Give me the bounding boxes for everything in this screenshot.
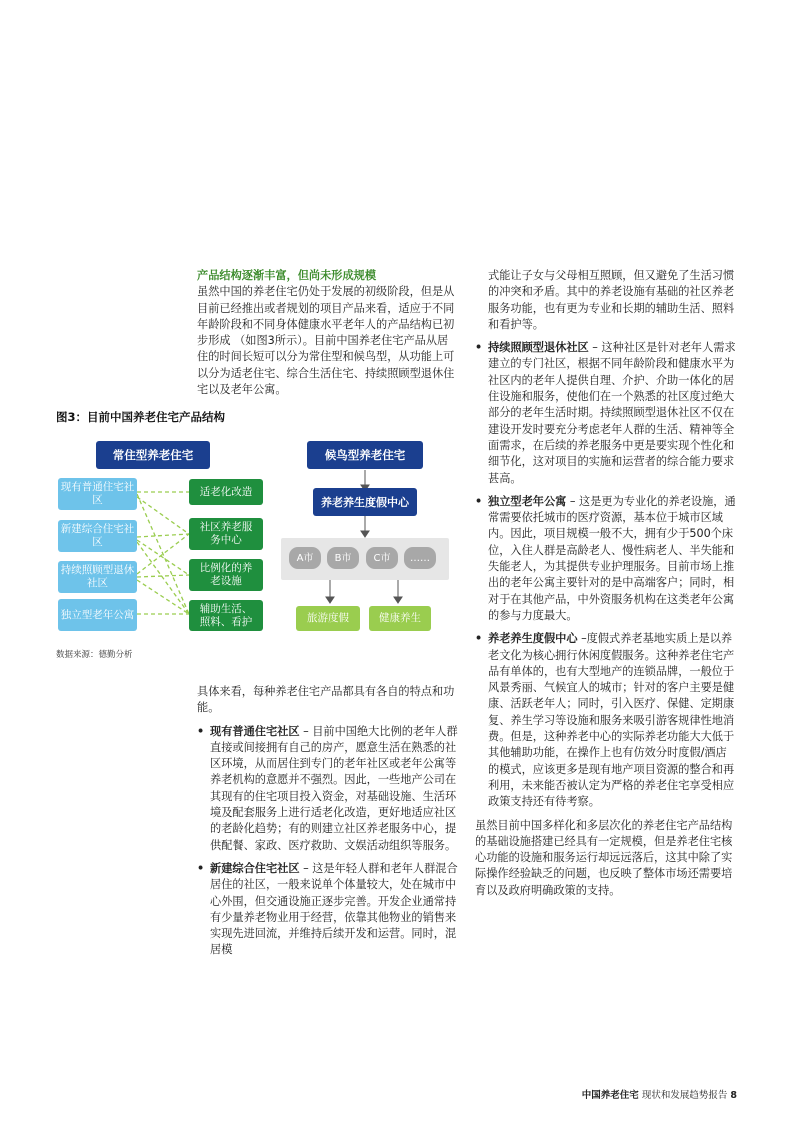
health-wellness-box: 健康养生 (369, 606, 431, 631)
senior-apartment-box: 独立型老年公寓 (58, 599, 137, 631)
figure-source: 数据来源：德勤分析 (56, 650, 133, 660)
city-more-pill: …… (404, 547, 436, 569)
migratory-type-header: 候鸟型养老住宅 (307, 441, 423, 469)
figure-title: 图3：目前中国养老住宅产品结构 (56, 410, 225, 424)
bullet-text: – 这是更为专业化的养老设施，通常需要依托城市的医疗资源，基本位于城市区域内。因此，项目规模一般不大，拥有少于500个床位，入住人群是高龄老人、慢性病老人、半失能和失能老人，为其提供专业护理服务。目前市场上推出的老年公寓主要针对的是中高端客户；同时，相对于在其他产品，中外资服务机构在这类老年公寓的参与力度最大。 (488, 494, 736, 622)
city-c-pill: C市 (366, 547, 398, 569)
bullet-resort-center (475, 631, 737, 810)
section-heading: 产品结构逐渐丰富，但尚未形成规模 (197, 269, 377, 282)
existing-community-box: 现有普通住宅社区 (58, 478, 137, 510)
city-b-pill: B市 (327, 547, 359, 569)
bullet-ccrc (475, 340, 737, 487)
bullet-text: –度假式养老基地实质上是以养老文化为核心拥行休闲度假服务。这种养老住宅产品有单体的，也有大型地产的连锁品牌，一般位于风景秀丽、气候宜人的城市；针对的客户主要是健康、活跃老年人；同时，引入医疗、保健、定期康复、养生学习等设施和服务来吸引游客规律性地消费。但是，这种养老中心的实际养老功能大大低于其他辅助功能，在操作上也有仿效分时度假/酒店的模式，应该更多是现有地产项目资源的整合和再利用，未来能否被认定为严格的养老住宅享受相应政策支持还有待考察。 (488, 632, 735, 809)
bullet-label: 持续照顾型退休社区 (488, 341, 589, 355)
assisted-living-box: 辅助生活、照料、看护 (189, 600, 263, 631)
travel-vacation-box: 旅游度假 (296, 606, 360, 631)
ccrc-box: 持续照顾型退休社区 (58, 561, 137, 593)
connector-line (137, 540, 189, 575)
aging-retrofit-box: 适老化改造 (189, 479, 263, 505)
arrow-head (394, 597, 402, 603)
connector-line (137, 494, 189, 614)
detail-column-left (197, 684, 459, 959)
continued-text: 式能让子女与父母相互照顾，但又避免了生活习惯的冲突和矛盾。其中的养老设施有基础的社区养老服务功能，也有更为专业和长期的辅助生活、照料和看护等。 (488, 269, 735, 331)
connector-line (137, 575, 189, 577)
intro-paragraph: 虽然中国的养老住宅仍处于发展的初级阶段，但是从目前已经推出或者规划的项目产品来看，适应于不同年龄阶段和不同身体健康水平老年人的产品结构已初步形成 （如图3所示）。目前中国养老住宅产品从居住的时间长短可以分为常住型和候鸟型，从功能上可以分为适老住宅、综合生活住宅、持续照顾型退休住宅以及老年公寓。 (197, 285, 455, 397)
bullet-dot: • (197, 724, 205, 738)
resort-center-box: 养老养生度假中心 (313, 488, 417, 516)
arrow-head (326, 597, 334, 603)
detail-intro: 具体来看，每种养老住宅产品都具有各自的特点和功能。 (197, 685, 455, 715)
proportional-facilities-box: 比例化的养老设施 (189, 559, 263, 591)
bullet-new-community (197, 861, 459, 959)
footer-report-title: 中国养老住宅 (581, 1090, 639, 1101)
bullet-label: 独立型老年公寓 (488, 494, 567, 508)
bullet-dot: • (475, 632, 483, 646)
footer-report-subtitle: 现状和发展趋势报告 (641, 1090, 728, 1101)
bullet-label: 养老养生度假中心 (488, 632, 578, 646)
bullet-senior-apartment (475, 494, 737, 624)
connector-line (137, 534, 189, 537)
page-number: 8 (730, 1090, 737, 1101)
city-a-pill: A市 (289, 547, 321, 569)
bullet-label: 现有普通住宅社区 (210, 724, 300, 738)
bullet-dot: • (475, 341, 483, 355)
connector-line (137, 497, 189, 534)
bullet-text: – 这是年轻人群和老年人群混合居住的社区，一般来说单个体量较大，处在城市中心外围，但交通设施正逐步完善。开发企业通常持有少量养老物业用于经营，依靠其他物业的销售来实现先进回流，并维持后续开发和运营。同时，混居模 (210, 861, 458, 957)
bullet-text: – 这种社区是针对老年人需求建立的专门社区，根据不同年龄阶段和健康水平为社区内的老年人提供自理、介护、介助一体化的居住设施和服务，使他们在一个熟悉的社区度过绝大部分的老年生活时期。持续照顾型退休社区不仅在建设开发时要充分考虑老年人群的生活、精神等全面需求，在后续的养老服务中更是要实现个性化和细节化，这对项目的实施和运营者的综合能力要求甚高。 (488, 341, 736, 485)
bullet-label: 新建综合住宅社区 (210, 861, 300, 875)
arrow-head (361, 531, 369, 537)
new-community-box: 新建综合住宅社区 (58, 520, 137, 552)
resident-type-header: 常住型养老住宅 (96, 441, 210, 469)
community-service-center-box: 社区养老服务中心 (189, 518, 263, 550)
page-footer (582, 1087, 737, 1101)
bullet-text: – 目前中国绝大比例的老年人群直接或间接拥有自己的房产，愿意生活在熟悉的社区环境，从而居住到专门的老年社区或老年公寓等养老机构的意愿并不强烈。因此，一些地产公司在其现有的住宅项目投入资金，对基础设施、生活环境及配套服务上进行适老化改造，更好地适应社区的老龄化趋势；有的则建立社区养老服务中心，提供配餐、家政、医疗救助、文娱活动组织等服务。 (210, 724, 458, 852)
bullet-dot: • (197, 861, 205, 875)
detail-column-right (475, 268, 737, 899)
closing-paragraph: 虽然目前中国多样化和多层次化的养老住宅产品结构的基础设施搭建已经具有一定规模，但是养老住宅核心功能的设施和服务运行却远远落后，这其中除了实际操作经验缺乏的问题，也反映了整体市场还需要培育以及政府明确政策的支持。 (475, 818, 733, 897)
bullet-dot: • (475, 494, 483, 508)
bullet-existing-community (197, 724, 459, 854)
